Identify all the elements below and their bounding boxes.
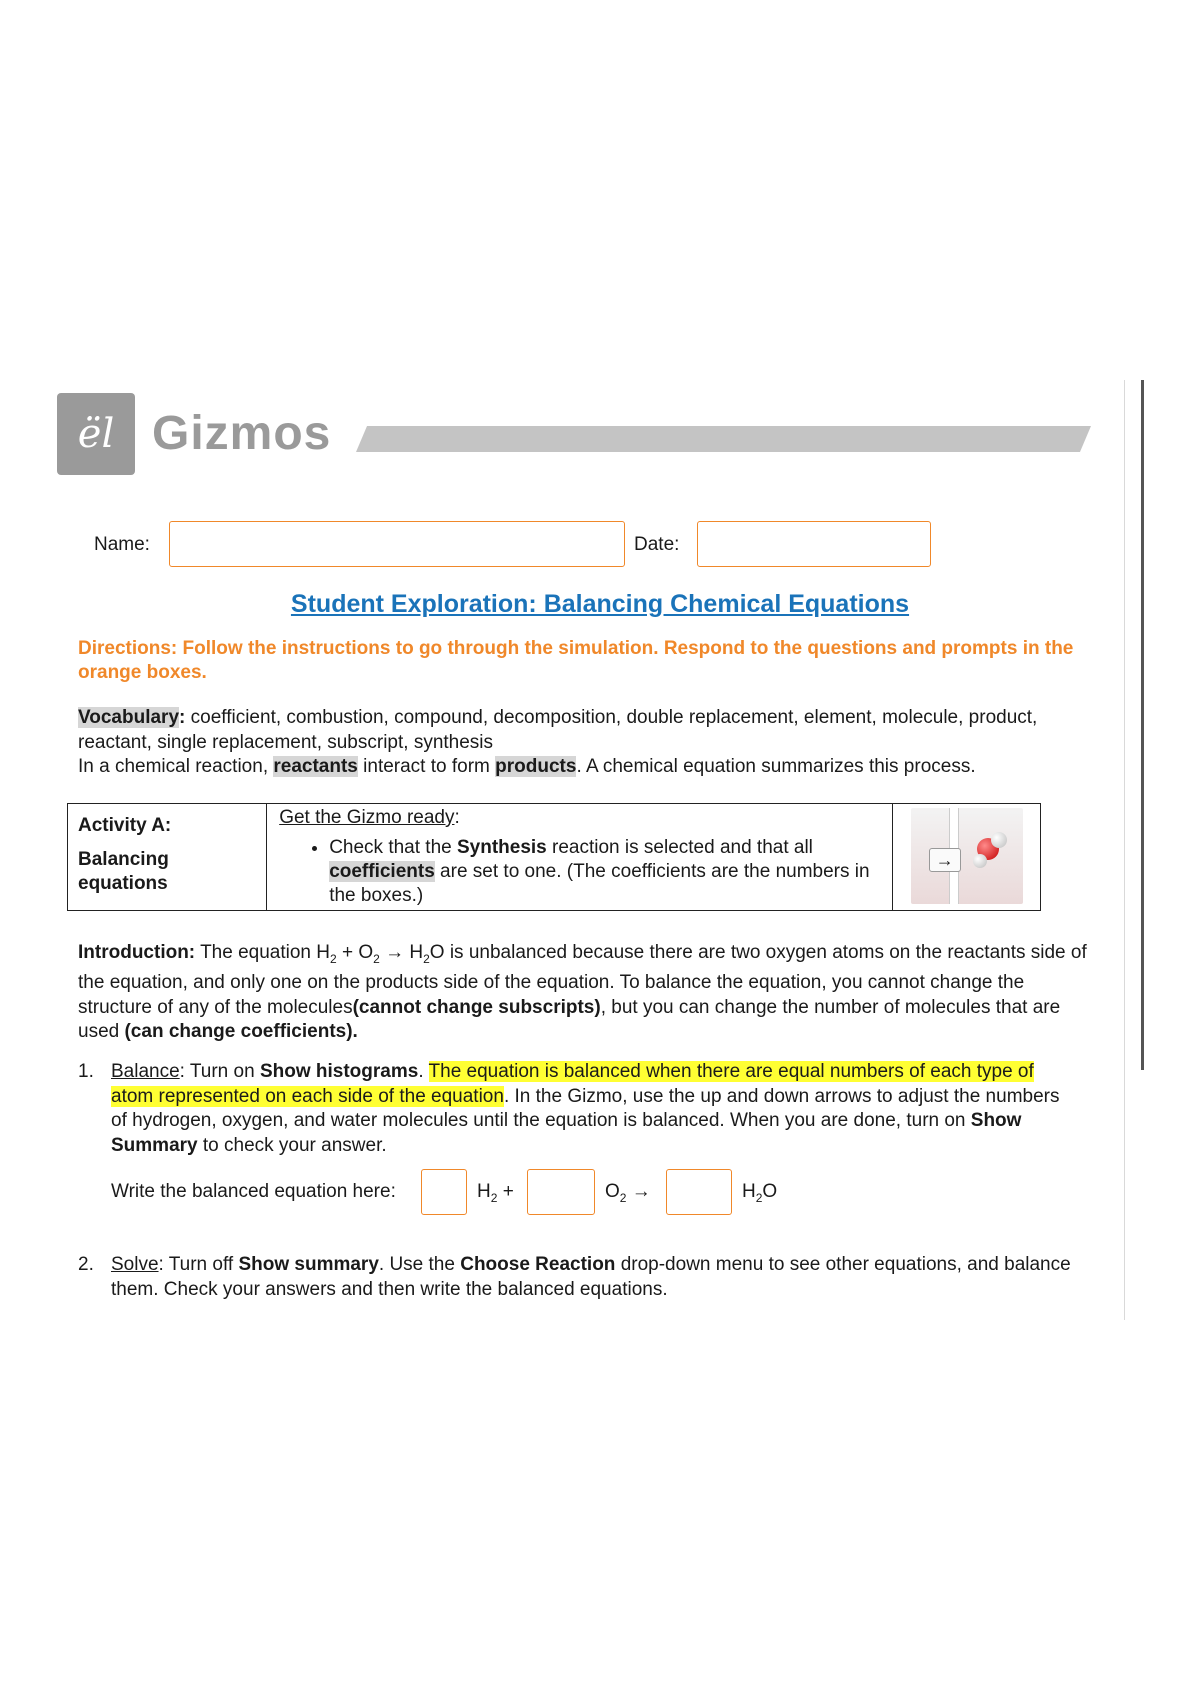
- date-input[interactable]: [697, 521, 931, 567]
- coefficient-o2-input[interactable]: [527, 1169, 595, 1215]
- h2o-term: [742, 1181, 777, 1205]
- subscript: 2: [423, 951, 430, 966]
- show-histograms-term: Show histograms: [259, 1061, 419, 1082]
- activity-label: Activity A:: [78, 815, 172, 836]
- page-title: Student Exploration: Balancing Chemical Equations: [290, 590, 910, 618]
- products-term: products: [495, 756, 577, 777]
- intro-text-3: → H: [379, 942, 424, 963]
- name-input[interactable]: [169, 521, 625, 567]
- summary-text-1: In a chemical reaction,: [78, 756, 274, 777]
- introduction-paragraph: [78, 941, 1098, 1045]
- coefficient-h2o-input[interactable]: [666, 1169, 732, 1215]
- intro-text-1: The equation H: [195, 942, 330, 963]
- choose-reaction-term: Choose Reaction: [460, 1254, 616, 1275]
- directions-text: Directions: Follow the instructions to go through the simulation. Respond to the questions and prompts in the orange boxes.: [78, 638, 1074, 683]
- summary-text-2: interact to form: [357, 756, 496, 777]
- summary-text-3: . A chemical equation summarizes this process.: [576, 756, 976, 777]
- gizmos-wordmark: Gizmos: [152, 407, 332, 460]
- solve-label: Solve: [111, 1254, 159, 1275]
- reaction-summary: [78, 755, 1098, 780]
- plus-sign: +: [502, 1181, 514, 1202]
- gizmo-ready-heading: Get the Gizmo ready: [279, 807, 455, 828]
- page-edge-line: [1124, 380, 1125, 1320]
- name-label: Name:: [94, 534, 150, 555]
- explorelearning-logo-icon: [57, 393, 135, 475]
- date-label: Date:: [634, 534, 680, 555]
- question-1-text: [111, 1060, 1078, 1158]
- q2-text-1: : Turn off: [158, 1254, 239, 1275]
- h2o-symbol-h: H: [742, 1181, 756, 1202]
- question-number: 1.: [78, 1061, 94, 1082]
- write-equation-label: Write the balanced equation here:: [111, 1181, 396, 1202]
- show-summary-term: Show Summary: [111, 1110, 1022, 1156]
- question-number: 2.: [78, 1254, 94, 1275]
- h2o-symbol-o: O: [762, 1181, 778, 1202]
- intro-text-5: , but you can change the number of molecules that are used: [78, 996, 1061, 1043]
- arrow-right-icon: →: [929, 848, 961, 872]
- subscript: 2: [619, 1190, 627, 1205]
- subscript: 2: [755, 1190, 763, 1205]
- q1-text-4: to check your answer.: [197, 1134, 387, 1156]
- q2-text-2: . Use the: [378, 1254, 461, 1275]
- o2-symbol: O: [605, 1181, 620, 1202]
- vocabulary-terms: coefficient, combustion, compound, decomposition, double replacement, element, molecule, product, reactant, single replacement, subscript, synthesis: [78, 707, 1038, 753]
- bullet-text-1: Check that the: [329, 837, 457, 858]
- q2-text-3: drop-down menu to see other equations, and balance them. Check your answers and then write the balanced equations.: [111, 1254, 1071, 1300]
- h2-symbol: H: [477, 1181, 491, 1202]
- question-2-text: [111, 1253, 1078, 1302]
- highlighted-text: The equation is balanced when there are equal numbers of each type of atom represented on each side of the equation: [111, 1061, 1034, 1107]
- q1-text-2: .: [418, 1061, 429, 1082]
- question-1: [78, 1060, 1078, 1158]
- intro-text-4: O is unbalanced because there are two oxygen atoms on the reactants side of the equation, and only one on the products side of the equation. To balance the equation, you cannot change the structure of any of the molecules: [78, 942, 1087, 1018]
- subscript: 2: [330, 951, 337, 966]
- reaction-arrow-icon: →: [631, 1181, 651, 1202]
- synthesis-term: Synthesis: [456, 837, 547, 858]
- list-item: [329, 836, 892, 908]
- cannot-change-subscripts: (cannot change subscripts): [352, 996, 601, 1018]
- logo-mark: ël: [77, 411, 115, 457]
- activity-name: Balancing equations: [78, 849, 169, 894]
- activity-label-cell: [68, 804, 267, 911]
- vocabulary-colon: :: [179, 707, 186, 728]
- hydrogen-atom-icon: [973, 854, 987, 868]
- hydrogen-atom-icon: [991, 832, 1007, 848]
- question-2: [78, 1253, 1078, 1302]
- balance-label: Balance: [111, 1061, 180, 1082]
- reactants-term: reactants: [273, 756, 358, 777]
- vocabulary-paragraph: [78, 706, 1098, 755]
- heading-colon: :: [454, 807, 460, 828]
- bullet-text-3: are set to one. (The coefficients are the numbers in the boxes.): [329, 861, 870, 906]
- subscript: 2: [373, 951, 380, 966]
- intro-text-2: + O: [336, 942, 374, 963]
- coefficients-term: coefficients: [329, 861, 435, 882]
- gizmo-thumbnail-cell: [893, 804, 1041, 911]
- bullet-text-2: reaction is selected and that all: [546, 837, 813, 858]
- subscript: 2: [490, 1190, 498, 1205]
- introduction-label: Introduction:: [78, 942, 196, 963]
- h2-term: [477, 1181, 514, 1205]
- vocabulary-label: Vocabulary: [78, 707, 180, 728]
- show-summary-term: Show summary: [238, 1254, 379, 1275]
- o2-term: [605, 1181, 651, 1205]
- scrollbar[interactable]: [1141, 380, 1144, 1070]
- coefficient-h2-input[interactable]: [421, 1169, 467, 1215]
- q1-text-1: : Turn on: [179, 1061, 260, 1082]
- header-bar: [356, 426, 1091, 452]
- activity-table: [67, 803, 1041, 911]
- activity-instructions-cell: [267, 804, 893, 911]
- instructions-list: [279, 836, 892, 908]
- gizmo-thumbnail: [911, 808, 1023, 904]
- q1-text-3: . In the Gizmo, use the up and down arrows to adjust the numbers of hydrogen, oxygen, and water molecules until the equation is balanced. When you are done, turn on: [111, 1085, 1060, 1131]
- can-change-coefficients: (can change coefficients).: [124, 1021, 358, 1043]
